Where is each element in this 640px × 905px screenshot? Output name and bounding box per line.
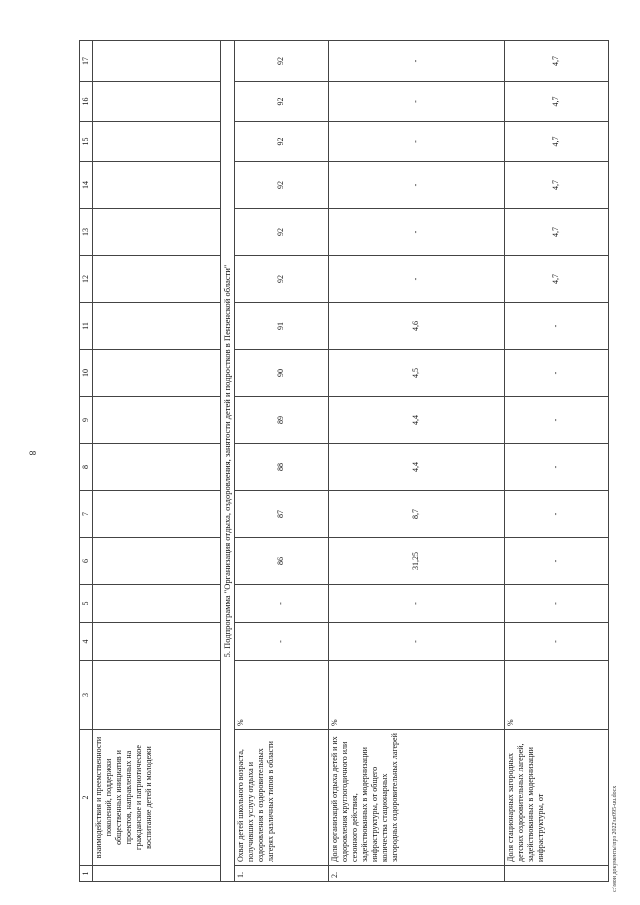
continuation-row — [93, 41, 221, 882]
value-cell: - — [504, 623, 608, 661]
value-cell: 92 — [234, 122, 328, 162]
value-cell: 4,7 — [504, 122, 608, 162]
value-cell: 89 — [234, 397, 328, 444]
row-number: 2. — [328, 866, 504, 882]
value-cell: 92 — [234, 162, 328, 209]
value-cell: 4,4 — [328, 444, 504, 491]
value-cell: 4,7 — [504, 209, 608, 256]
header-cell: 9 — [80, 397, 93, 444]
value-cell: - — [328, 122, 504, 162]
value-cell: - — [328, 41, 504, 82]
header-cell: 13 — [80, 209, 93, 256]
header-cell: 6 — [80, 538, 93, 585]
value-cell: 88 — [234, 444, 328, 491]
unit: % — [234, 661, 328, 730]
value-cell: 91 — [234, 303, 328, 350]
value-cell: - — [504, 350, 608, 397]
header-cell: 15 — [80, 122, 93, 162]
header-cell: 1 — [80, 866, 93, 882]
header-cell: 11 — [80, 303, 93, 350]
unit: % — [504, 661, 608, 730]
value-cell: - — [234, 585, 328, 623]
value-cell: 4,6 — [328, 303, 504, 350]
value-cell: 4,4 — [328, 397, 504, 444]
header-cell: 10 — [80, 350, 93, 397]
value-cell: 4,7 — [504, 256, 608, 303]
indicators-table — [79, 40, 609, 882]
header-cell: 16 — [80, 82, 93, 122]
value-cell: - — [504, 444, 608, 491]
table-row — [504, 41, 608, 882]
header-cell: 8 — [80, 444, 93, 491]
header-cell: 7 — [80, 491, 93, 538]
page-number: 8 — [27, 450, 38, 456]
value-cell: - — [328, 256, 504, 303]
row-number: 1. — [234, 866, 328, 882]
value-cell: 4,7 — [504, 82, 608, 122]
value-cell: - — [504, 397, 608, 444]
value-cell: 87 — [234, 491, 328, 538]
value-cell: 31,25 — [328, 538, 504, 585]
table-row — [328, 41, 504, 882]
value-cell: 86 — [234, 538, 328, 585]
table-row — [234, 41, 328, 882]
column-numbers-row — [80, 41, 93, 882]
indicator-name: Охват детей школьного возраста, получивших услугу отдыха и оздоровления в оздоровительных лагерях различных типов в области — [234, 730, 328, 866]
value-cell: - — [504, 303, 608, 350]
subprogram-title-row — [221, 41, 235, 882]
header-cell: 12 — [80, 256, 93, 303]
header-cell: 4 — [80, 623, 93, 661]
value-cell: - — [328, 162, 504, 209]
value-cell: 4,5 — [328, 350, 504, 397]
value-cell: 92 — [234, 209, 328, 256]
value-cell: - — [504, 538, 608, 585]
value-cell: - — [328, 82, 504, 122]
value-cell: - — [328, 623, 504, 661]
value-cell: - — [328, 209, 504, 256]
footer-file-path: c:\мои документы\прз 2022\ur095-uu.docx — [612, 785, 618, 892]
value-cell: 92 — [234, 41, 328, 82]
value-cell: - — [234, 623, 328, 661]
value-cell: - — [504, 585, 608, 623]
header-cell: 5 — [80, 585, 93, 623]
header-cell: 17 — [80, 41, 93, 82]
header-cell: 2 — [80, 730, 93, 866]
value-cell: 92 — [234, 82, 328, 122]
subprogram-title: 5. Подпрограмма "Организация отдыха, оздоровления, занятости детей и подростков в Пензенской области" — [221, 41, 235, 882]
row-number — [504, 866, 608, 882]
value-cell: 92 — [234, 256, 328, 303]
value-cell: 4,7 — [504, 162, 608, 209]
indicator-name: Доля стационарных загородных детских оздоровительных лагерей, задействованных в модернизации инфраструктуры, от — [504, 730, 608, 866]
unit: % — [328, 661, 504, 730]
indicator-name: взаимодействия и преемственности поколений, поддержки общественных инициатив и проектов, направленных на гражданское и патриотическое воспитание детей и молодежи — [93, 730, 221, 866]
value-cell: 90 — [234, 350, 328, 397]
header-cell: 14 — [80, 162, 93, 209]
value-cell: - — [504, 491, 608, 538]
indicator-name: Доля организаций отдыха детей и их оздоровления круглогодичного или сезонного действия, задействованных в модернизации инфраструктуры, от общего количества стационарных загородных оздоровительных лагерей — [328, 730, 504, 866]
rotated-table-area — [79, 45, 609, 882]
value-cell: - — [328, 585, 504, 623]
value-cell: 4,7 — [504, 41, 608, 82]
value-cell: 8,7 — [328, 491, 504, 538]
header-cell: 3 — [80, 661, 93, 730]
